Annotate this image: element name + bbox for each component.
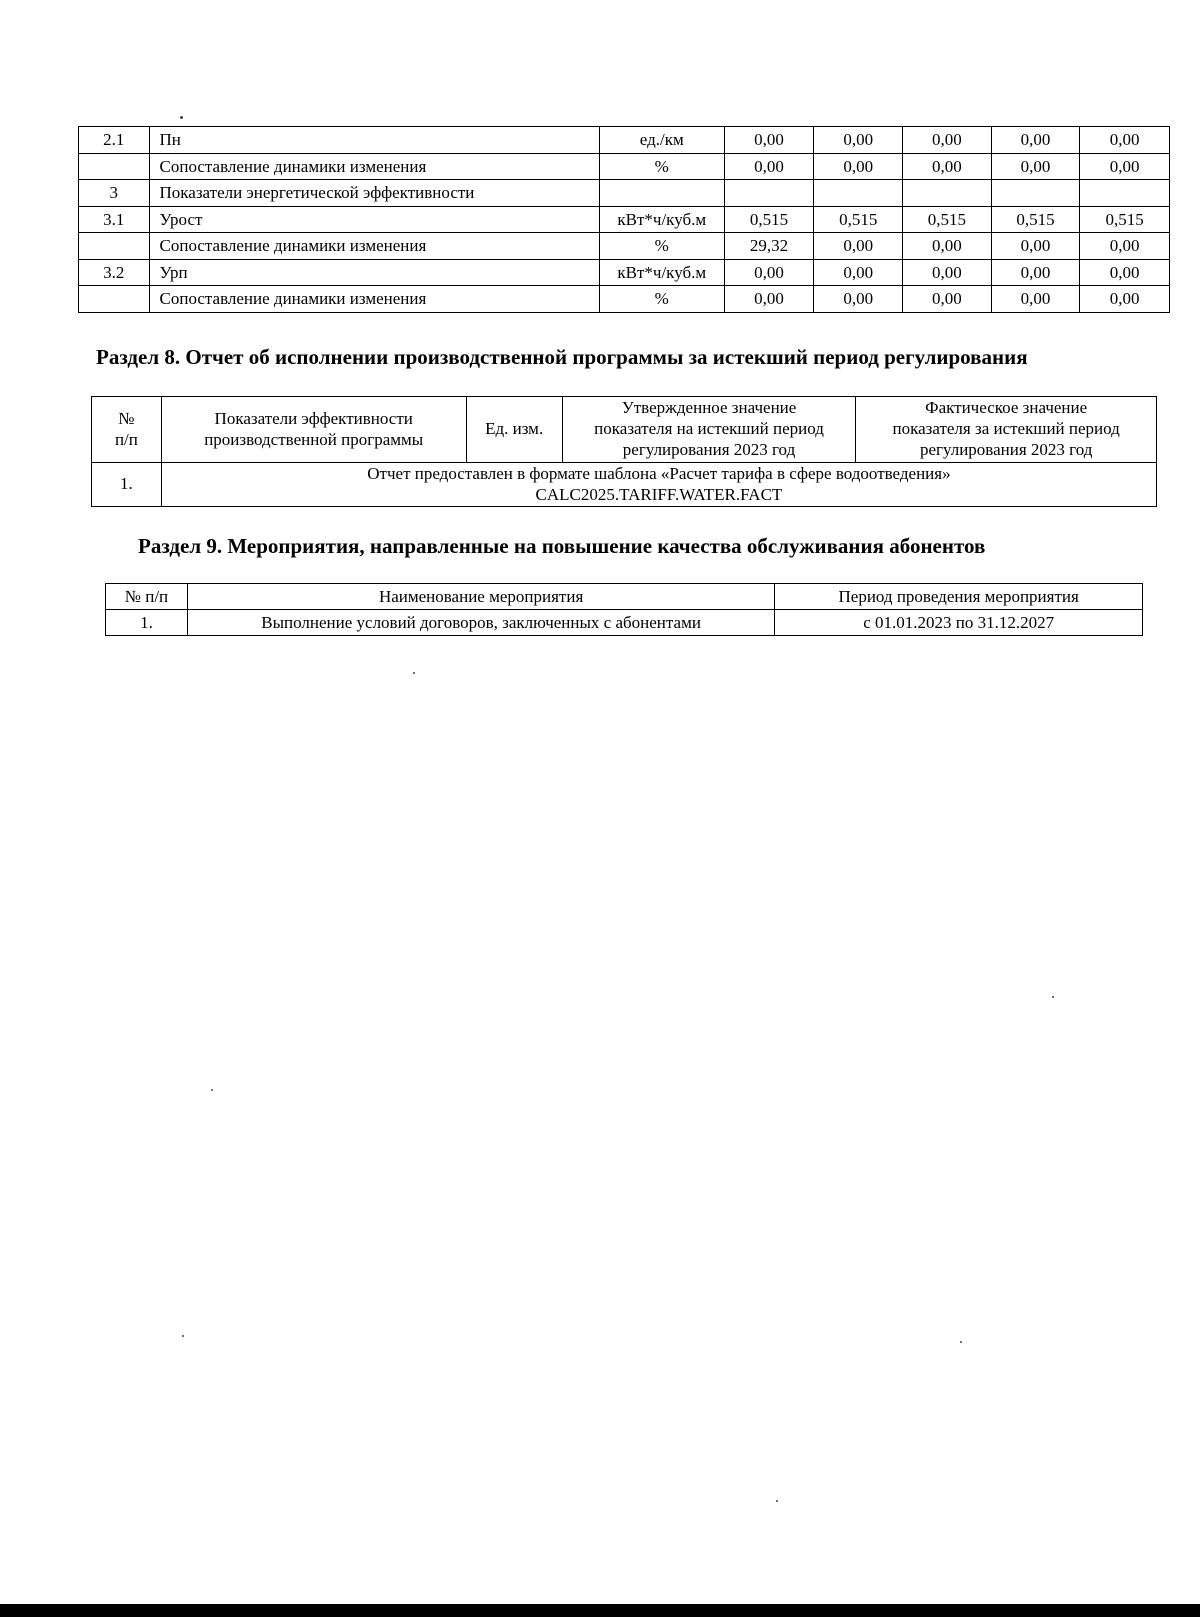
row-value: 0,00 — [724, 153, 814, 180]
scan-speck — [960, 1341, 962, 1343]
row-value: 0,00 — [814, 286, 903, 313]
section-8-title: Раздел 8. Отчет об исполнении производственной программы за истекший период регулирования — [96, 345, 1028, 369]
scan-border — [0, 1604, 1200, 1617]
row-value: 0,00 — [814, 153, 903, 180]
row-value: 0,00 — [724, 286, 814, 313]
header-period: Период проведения мероприятия — [775, 584, 1143, 610]
row-name: Показатели энергетической эффективности — [149, 180, 599, 207]
row-value: 0,515 — [724, 206, 814, 233]
table-row — [79, 233, 1170, 260]
row-name: Урп — [149, 259, 599, 286]
row-num — [79, 233, 150, 260]
row-value: 0,00 — [991, 153, 1080, 180]
row-unit: % — [599, 233, 724, 260]
table-row — [79, 259, 1170, 286]
table-row — [79, 127, 1170, 154]
row-num: 2.1 — [79, 127, 150, 154]
row-name: Выполнение условий договоров, заключенных с абонентами — [187, 610, 774, 636]
table-header-row — [106, 584, 1143, 610]
header-actual: Фактическое значение показателя за истекший период регулирования 2023 год — [856, 397, 1157, 463]
row-name: Пн — [149, 127, 599, 154]
row-value: 0,00 — [1080, 259, 1170, 286]
row-unit — [599, 180, 724, 207]
row-value: 0,00 — [991, 233, 1080, 260]
row-value: 0,00 — [903, 286, 992, 313]
row-num: 3.1 — [79, 206, 150, 233]
section-9-title: Раздел 9. Мероприятия, направленные на повышение качества обслуживания абонентов — [138, 534, 986, 558]
row-unit: % — [599, 153, 724, 180]
row-value: 0,00 — [903, 233, 992, 260]
row-value: 0,00 — [1080, 127, 1170, 154]
row-unit: % — [599, 286, 724, 313]
row-value: 0,00 — [903, 259, 992, 286]
header-num: № п/п — [92, 397, 162, 463]
row-num: 3.2 — [79, 259, 150, 286]
table-row — [79, 286, 1170, 313]
row-name: Урост — [149, 206, 599, 233]
row-num — [79, 153, 150, 180]
row-period: с 01.01.2023 по 31.12.2027 — [775, 610, 1143, 636]
row-name: Сопоставление динамики изменения — [149, 233, 599, 260]
header-num: № п/п — [106, 584, 188, 610]
row-value: 0,515 — [991, 206, 1080, 233]
table-row — [79, 153, 1170, 180]
table-row — [92, 463, 1157, 507]
row-value: 0,00 — [814, 233, 903, 260]
row-num: 1. — [92, 463, 162, 507]
row-value: 0,00 — [991, 127, 1080, 154]
row-value: 0,00 — [903, 127, 992, 154]
row-num: 3 — [79, 180, 150, 207]
report-note: Отчет предоставлен в формате шаблона «Расчет тарифа в сфере водоотведения» CALC2025.TARIFF.WATER.FACT — [161, 463, 1156, 507]
indicators-table — [78, 126, 1170, 313]
row-num: 1. — [106, 610, 188, 636]
header-indicator: Показатели эффективности производственной программы — [161, 397, 466, 463]
scan-speck — [180, 116, 183, 119]
row-value: 0,00 — [903, 153, 992, 180]
scan-speck — [776, 1500, 778, 1502]
header-approved: Утвержденное значение показателя на истекший период регулирования 2023 год — [562, 397, 856, 463]
row-value: 0,00 — [814, 259, 903, 286]
section-9-table — [105, 583, 1143, 636]
table-row — [79, 206, 1170, 233]
row-value: 0,00 — [1080, 153, 1170, 180]
row-name: Сопоставление динамики изменения — [149, 286, 599, 313]
scan-speck — [1052, 996, 1054, 998]
header-name: Наименование мероприятия — [187, 584, 774, 610]
row-value: 0,00 — [724, 259, 814, 286]
row-value: 0,00 — [814, 127, 903, 154]
row-value — [903, 180, 992, 207]
scan-speck — [182, 1335, 184, 1337]
row-value — [814, 180, 903, 207]
table-header-row — [92, 397, 1157, 463]
scan-speck — [413, 672, 415, 674]
row-name: Сопоставление динамики изменения — [149, 153, 599, 180]
row-value — [1080, 180, 1170, 207]
row-value: 0,515 — [814, 206, 903, 233]
row-value: 29,32 — [724, 233, 814, 260]
table-row — [79, 180, 1170, 207]
header-unit: Ед. изм. — [466, 397, 562, 463]
row-unit: ед./км — [599, 127, 724, 154]
row-value — [991, 180, 1080, 207]
scan-speck — [211, 1089, 213, 1091]
table-row — [106, 610, 1143, 636]
row-value — [724, 180, 814, 207]
row-value: 0,00 — [991, 286, 1080, 313]
row-unit: кВт*ч/куб.м — [599, 206, 724, 233]
row-num — [79, 286, 150, 313]
row-unit: кВт*ч/куб.м — [599, 259, 724, 286]
section-8-table — [91, 396, 1157, 507]
row-value: 0,00 — [991, 259, 1080, 286]
row-value: 0,00 — [1080, 233, 1170, 260]
row-value: 0,00 — [724, 127, 814, 154]
row-value: 0,00 — [1080, 286, 1170, 313]
row-value: 0,515 — [1080, 206, 1170, 233]
row-value: 0,515 — [903, 206, 992, 233]
